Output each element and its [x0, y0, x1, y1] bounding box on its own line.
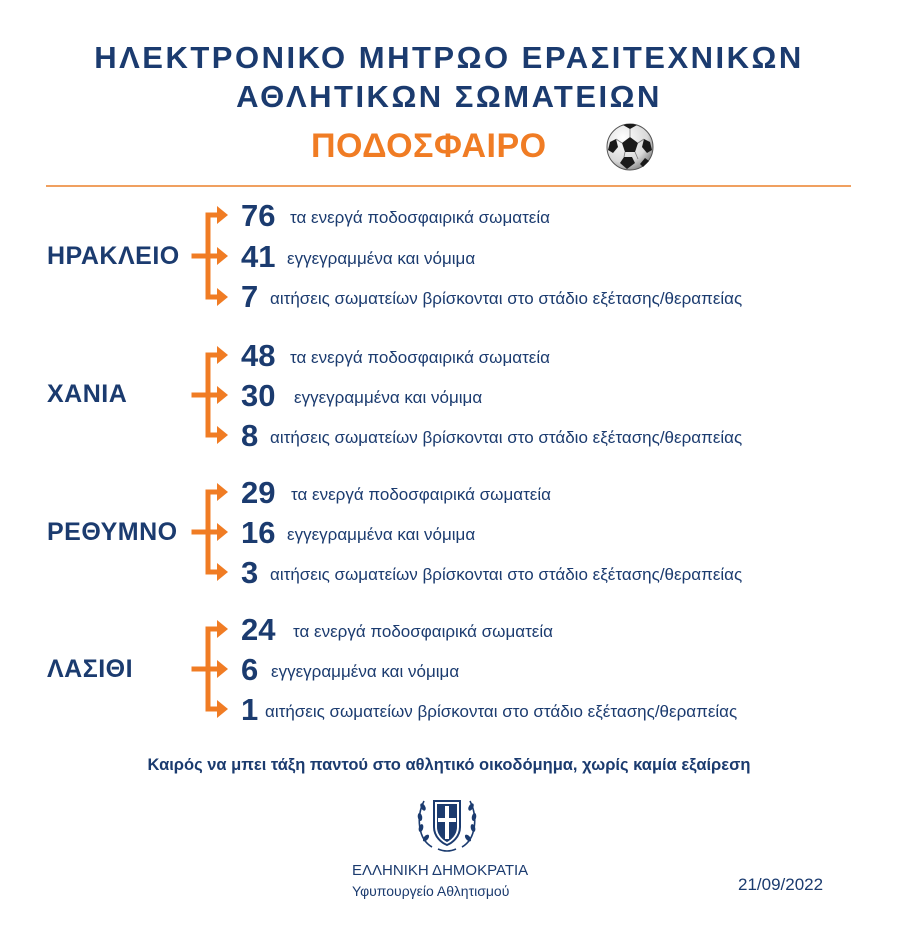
bracket-arrows-icon — [190, 475, 232, 607]
stat-number: 30 — [241, 378, 276, 413]
stat-number: 41 — [241, 239, 276, 274]
stat-label: τα ενεργά ποδοσφαιρικά σωματεία — [290, 348, 550, 367]
stat-label: εγγεγραμμένα και νόμιμα — [287, 249, 476, 268]
title-line-1: ΗΛΕΚΤΡΟΝΙΚΟ ΜΗΤΡΩΟ ΕΡΑΣΙΤΕΧΝΙΚΩΝ — [94, 40, 804, 75]
stat-number: 16 — [241, 515, 276, 550]
bracket-arrows-icon — [190, 612, 232, 744]
stat-label: τα ενεργά ποδοσφαιρικά σωματεία — [293, 622, 553, 641]
stat-number: 3 — [241, 555, 259, 590]
stat-number: 76 — [241, 198, 276, 233]
greek-coat-of-arms-icon — [412, 787, 482, 857]
stat-label: εγγεγραμμένα και νόμιμα — [294, 388, 483, 407]
region-name: ΛΑΣΙΘΙ — [47, 655, 134, 683]
stat-number: 6 — [241, 652, 259, 687]
bracket-arrows-icon — [190, 198, 232, 330]
stat-number: 24 — [241, 612, 276, 647]
tagline: Καιρός να μπει τάξη παντού στο αθλητικό οικοδόμημα, χωρίς καμία εξαίρεση — [147, 756, 751, 774]
region-section — [0, 612, 898, 748]
ministry-name: Υφυπουργείο Αθλητισμού — [352, 883, 510, 899]
stat-label: αιτήσεις σωματείων βρίσκονται στο στάδιο εξέτασης/θεραπείας — [265, 702, 738, 721]
subtitle: ΠΟΔΟΣΦΑΙΡΟ — [311, 127, 547, 165]
stat-label: αιτήσεις σωματείων βρίσκονται στο στάδιο εξέτασης/θεραπείας — [270, 565, 743, 584]
soccer-ball-icon — [605, 122, 655, 172]
region-name: ΗΡΑΚΛΕΙΟ — [47, 242, 180, 270]
stat-number: 7 — [241, 279, 259, 314]
divider — [46, 185, 851, 187]
government-name: ΕΛΛΗΝΙΚΗ ΔΗΜΟΚΡΑΤΙΑ — [352, 862, 529, 879]
bracket-arrows-icon — [190, 338, 232, 470]
stat-number: 48 — [241, 338, 276, 373]
stat-label: εγγεγραμμένα και νόμιμα — [287, 525, 476, 544]
stat-number: 1 — [241, 692, 259, 727]
region-section — [0, 338, 898, 474]
region-section — [0, 198, 898, 334]
publish-date: 21/09/2022 — [738, 875, 824, 894]
title-line-2: ΑΘΛΗΤΙΚΩΝ ΣΩΜΑΤΕΙΩΝ — [236, 79, 662, 114]
stat-number: 29 — [241, 475, 276, 510]
region-name: ΡΕΘΥΜΝΟ — [47, 518, 178, 546]
stat-label: τα ενεργά ποδοσφαιρικά σωματεία — [291, 485, 551, 504]
stat-label: τα ενεργά ποδοσφαιρικά σωματεία — [290, 208, 550, 227]
stat-number: 8 — [241, 418, 259, 453]
region-name: ΧΑΝΙΑ — [47, 380, 128, 408]
stat-label: αιτήσεις σωματείων βρίσκονται στο στάδιο εξέτασης/θεραπείας — [270, 289, 743, 308]
stat-label: εγγεγραμμένα και νόμιμα — [271, 662, 460, 681]
region-section — [0, 475, 898, 611]
stat-label: αιτήσεις σωματείων βρίσκονται στο στάδιο εξέτασης/θεραπείας — [270, 428, 743, 447]
